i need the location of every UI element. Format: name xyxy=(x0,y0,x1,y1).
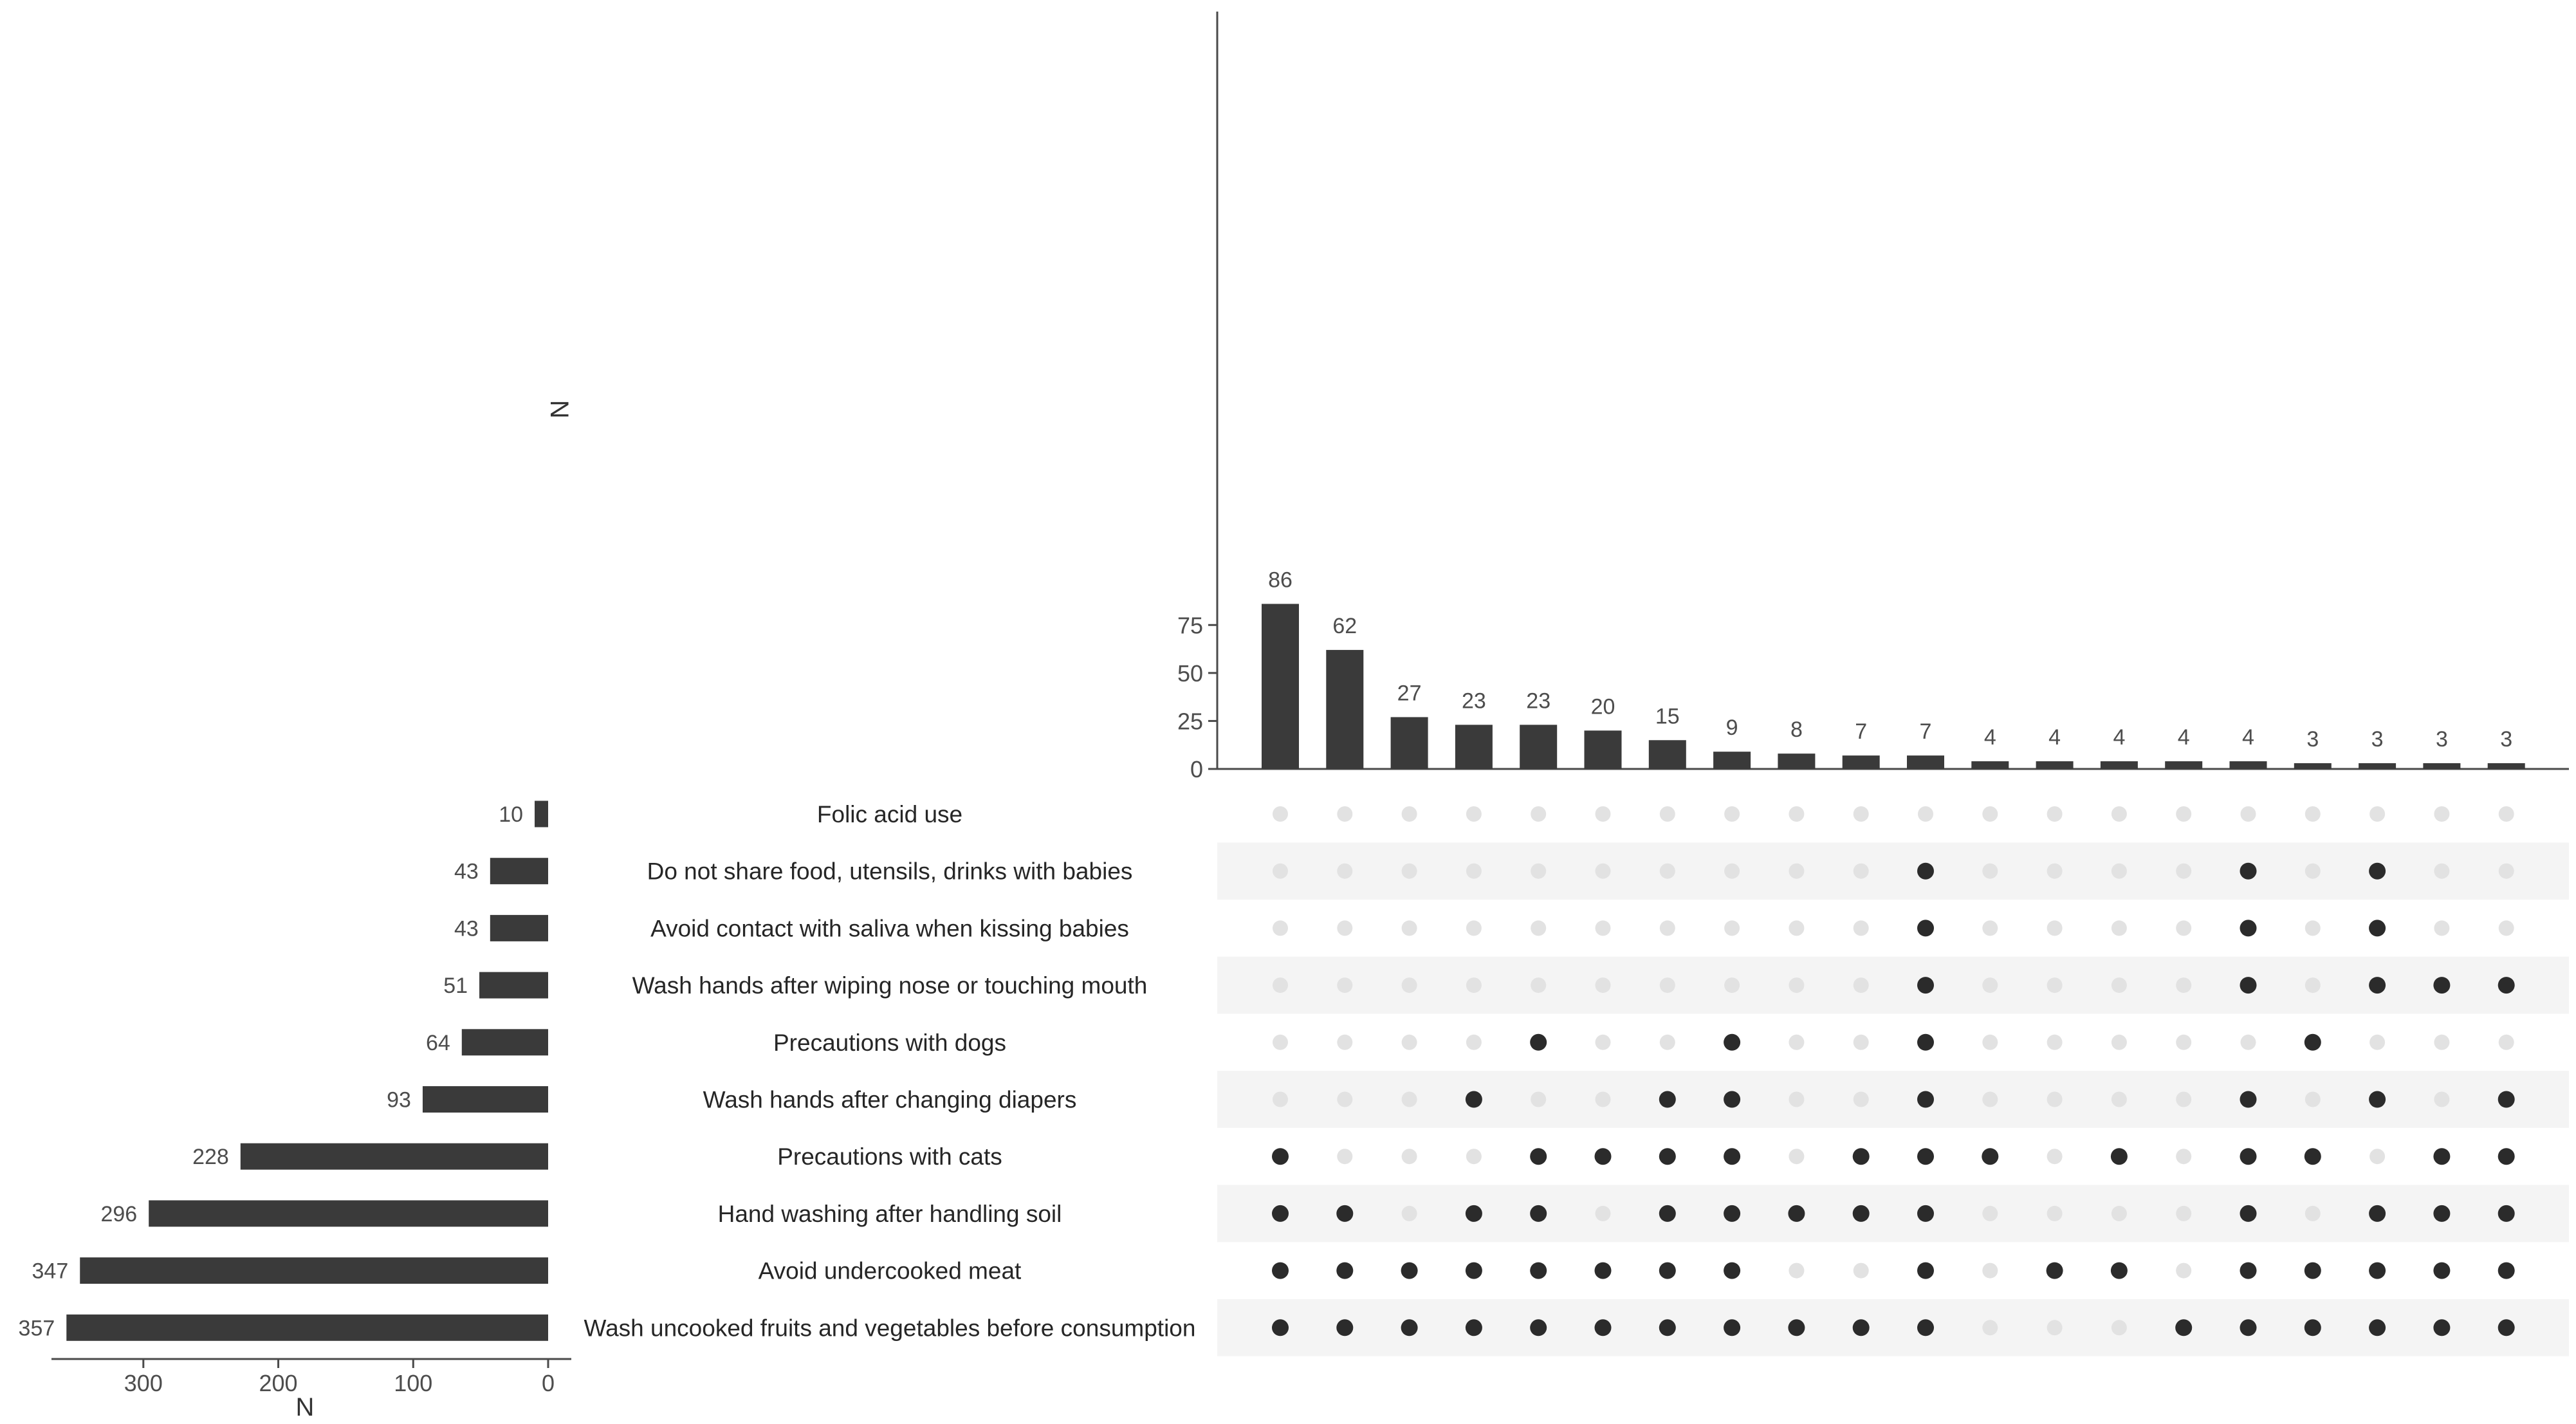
matrix-dot-inactive xyxy=(1273,1035,1288,1050)
set-name-label: Avoid undercooked meat xyxy=(758,1257,1022,1284)
matrix-dot-active xyxy=(1530,1319,1547,1336)
matrix-dot-active xyxy=(1272,1205,1289,1222)
intersection-y-tick-label: 0 xyxy=(1190,756,1203,782)
matrix-dot-inactive xyxy=(1918,806,1933,822)
matrix-dot-active xyxy=(1659,1148,1676,1165)
matrix-dot-inactive xyxy=(1596,920,1611,936)
matrix-dot-active xyxy=(2240,920,2257,936)
matrix-dot-inactive xyxy=(1402,1206,1417,1221)
matrix-dot-inactive xyxy=(1982,920,1998,936)
matrix-dot-inactive xyxy=(2047,864,2063,879)
matrix-dot-active xyxy=(2498,1319,2515,1336)
matrix-dot-inactive xyxy=(1273,1092,1288,1107)
matrix-dot-active xyxy=(1917,1034,1934,1051)
intersection-bar xyxy=(2165,761,2202,769)
set-size-x-tick-label: 0 xyxy=(541,1370,555,1396)
matrix-dot-inactive xyxy=(1789,1035,1804,1050)
intersection-bar xyxy=(1971,761,2009,769)
matrix-dot-active xyxy=(2240,1319,2257,1336)
matrix-dot-inactive xyxy=(1982,1035,1998,1050)
matrix-dot-inactive xyxy=(1273,977,1288,993)
intersection-bar-label: 23 xyxy=(1526,689,1551,714)
matrix-dot-active xyxy=(2369,1091,2386,1108)
set-size-bar xyxy=(149,1200,548,1226)
matrix-dot-active xyxy=(2498,1205,2515,1222)
intersection-bar-label: 3 xyxy=(2435,727,2448,752)
matrix-dot-active xyxy=(2369,977,2386,994)
matrix-dot-inactive xyxy=(1724,864,1740,879)
matrix-dot-inactive xyxy=(2434,1092,2449,1107)
matrix-dot-inactive xyxy=(1596,1035,1611,1050)
matrix-dot-active xyxy=(2498,1262,2515,1279)
matrix-dot-inactive xyxy=(2176,977,2191,993)
matrix-dot-active xyxy=(1724,1205,1740,1222)
matrix-dot-inactive xyxy=(1660,920,1675,936)
matrix-dot-active xyxy=(2240,1091,2257,1108)
matrix-dot-inactive xyxy=(1337,1149,1352,1164)
matrix-dot-inactive xyxy=(1660,864,1675,879)
matrix-dot-inactive xyxy=(2369,806,2385,822)
intersection-bar xyxy=(1649,740,1686,769)
matrix-dot-inactive xyxy=(2369,1149,2385,1164)
matrix-dot-active xyxy=(1853,1205,1870,1222)
matrix-dot-inactive xyxy=(1273,920,1288,936)
matrix-dot-inactive xyxy=(2111,977,2127,993)
intersection-bar xyxy=(1585,730,1622,769)
matrix-dot-active xyxy=(1917,977,1934,994)
set-size-bar xyxy=(490,915,548,941)
matrix-dot-inactive xyxy=(2499,806,2514,822)
matrix-dot-active xyxy=(1530,1148,1547,1165)
matrix-dot-inactive xyxy=(2176,1035,2191,1050)
matrix-dot-inactive xyxy=(2047,1035,2063,1050)
matrix-dot-inactive xyxy=(1596,1206,1611,1221)
matrix-dot-inactive xyxy=(1660,1035,1675,1050)
intersection-bar-label: 8 xyxy=(1790,717,1803,743)
matrix-dot-inactive xyxy=(1596,1092,1611,1107)
matrix-dot-active xyxy=(2498,977,2515,994)
matrix-dot-active xyxy=(1401,1262,1418,1279)
matrix-dot-inactive xyxy=(2176,806,2191,822)
matrix-dot-active xyxy=(2240,1205,2257,1222)
matrix-dot-active xyxy=(2305,1148,2321,1165)
matrix-dot-inactive xyxy=(2047,920,2063,936)
intersection-bar-label: 27 xyxy=(1397,681,1422,706)
matrix-dot-inactive xyxy=(1466,920,1482,936)
matrix-dot-active xyxy=(1466,1091,1482,1108)
matrix-dot-inactive xyxy=(1724,806,1740,822)
intersection-bar xyxy=(1843,755,1880,769)
set-size-bar-label: 228 xyxy=(192,1145,229,1170)
intersection-bar xyxy=(1326,650,1363,769)
intersection-bar-label: 86 xyxy=(1268,568,1293,593)
matrix-dot-inactive xyxy=(1596,806,1611,822)
matrix-dot-inactive xyxy=(1466,806,1482,822)
intersection-bar xyxy=(2230,761,2267,769)
matrix-dot-inactive xyxy=(1789,806,1804,822)
matrix-dot-inactive xyxy=(1402,864,1417,879)
matrix-dot-active xyxy=(2240,977,2257,994)
matrix-stripe xyxy=(1217,1071,2569,1128)
matrix-dot-inactive xyxy=(2111,1035,2127,1050)
intersection-bar-label: 3 xyxy=(2500,727,2513,752)
intersection-bar-label: 7 xyxy=(1855,719,1868,744)
matrix-dot-inactive xyxy=(1402,806,1417,822)
matrix-dot-inactive xyxy=(2499,1035,2514,1050)
set-size-bar-label: 296 xyxy=(100,1201,138,1226)
matrix-dot-inactive xyxy=(2305,806,2321,822)
matrix-dot-inactive xyxy=(1982,864,1998,879)
set-name-label: Do not share food, utensils, drinks with babies xyxy=(647,858,1133,885)
intersection-bar-label: 3 xyxy=(2371,727,2384,752)
set-size-bar xyxy=(423,1086,548,1113)
intersection-bar-label: 4 xyxy=(2048,725,2061,750)
matrix-dot-active xyxy=(1466,1319,1482,1336)
intersection-bar xyxy=(1778,754,1815,769)
set-size-x-tick-label: 200 xyxy=(259,1370,298,1396)
matrix-dot-active xyxy=(1336,1205,1353,1222)
matrix-dot-inactive xyxy=(1982,1206,1998,1221)
matrix-dot-inactive xyxy=(2305,977,2321,993)
matrix-dot-active xyxy=(1917,920,1934,936)
matrix-dot-inactive xyxy=(1854,1263,1869,1279)
matrix-stripe xyxy=(1217,1299,2569,1356)
matrix-dot-active xyxy=(2240,863,2257,880)
matrix-dot-inactive xyxy=(2111,1092,2127,1107)
matrix-dot-active xyxy=(2433,1148,2450,1165)
matrix-dot-active xyxy=(1724,1034,1740,1051)
set-size-x-tick-label: 300 xyxy=(124,1370,163,1396)
matrix-dot-active xyxy=(1336,1262,1353,1279)
matrix-dot-active xyxy=(1917,1319,1934,1336)
matrix-dot-active xyxy=(1724,1148,1740,1165)
matrix-dot-inactive xyxy=(2434,864,2449,879)
matrix-dot-inactive xyxy=(1337,977,1352,993)
matrix-dot-inactive xyxy=(1402,1149,1417,1164)
set-name-label: Hand washing after handling soil xyxy=(717,1200,1062,1227)
matrix-dot-inactive xyxy=(2047,1320,2063,1335)
intersection-bar xyxy=(1907,755,1944,769)
set-size-x-tick-label: 100 xyxy=(394,1370,433,1396)
matrix-dot-inactive xyxy=(1789,1092,1804,1107)
set-name-label: Avoid contact with saliva when kissing babies xyxy=(650,915,1129,942)
matrix-dot-inactive xyxy=(1402,1035,1417,1050)
matrix-dot-active xyxy=(1853,1319,1870,1336)
matrix-dot-active xyxy=(1788,1319,1805,1336)
matrix-dot-inactive xyxy=(2111,864,2127,879)
matrix-dot-active xyxy=(1788,1205,1805,1222)
intersection-y-tick-label: 75 xyxy=(1177,612,1203,639)
set-name-label: Wash uncooked fruits and vegetables before consumption xyxy=(584,1315,1196,1342)
matrix-dot-active xyxy=(2498,1148,2515,1165)
matrix-stripe xyxy=(1217,842,2569,900)
set-size-bar-label: 64 xyxy=(425,1030,450,1055)
intersection-y-tick-label: 50 xyxy=(1177,660,1203,687)
matrix-dot-inactive xyxy=(2047,1206,2063,1221)
intersection-bar xyxy=(1713,752,1751,769)
matrix-dot-inactive xyxy=(1660,977,1675,993)
set-size-bar xyxy=(490,858,548,884)
set-size-bar-label: 51 xyxy=(443,974,468,999)
matrix-dot-inactive xyxy=(1789,1263,1804,1279)
matrix-stripe xyxy=(1217,1185,2569,1243)
matrix-dot-inactive xyxy=(1724,977,1740,993)
matrix-dot-active xyxy=(1530,1262,1547,1279)
intersection-bar xyxy=(2359,763,2396,769)
matrix-dot-inactive xyxy=(1466,1035,1482,1050)
matrix-dot-inactive xyxy=(1982,977,1998,993)
set-size-bar xyxy=(479,972,548,999)
matrix-dot-active xyxy=(2369,1262,2386,1279)
matrix-dot-active xyxy=(2305,1262,2321,1279)
intersection-bar xyxy=(2294,763,2332,769)
matrix-dot-inactive xyxy=(1531,1092,1546,1107)
matrix-dot-inactive xyxy=(1789,1149,1804,1164)
matrix-dot-inactive xyxy=(2047,977,2063,993)
matrix-dot-active xyxy=(1917,1148,1934,1165)
matrix-dot-active xyxy=(1917,1091,1934,1108)
matrix-dot-inactive xyxy=(2305,864,2321,879)
matrix-dot-inactive xyxy=(2499,864,2514,879)
matrix-dot-inactive xyxy=(1337,920,1352,936)
matrix-dot-inactive xyxy=(1273,864,1288,879)
matrix-dot-active xyxy=(1659,1319,1676,1336)
intersection-bar-label: 62 xyxy=(1332,614,1357,639)
matrix-dot-active xyxy=(2240,1262,2257,1279)
matrix-dot-inactive xyxy=(2499,920,2514,936)
set-size-bar xyxy=(66,1315,548,1341)
matrix-dot-inactive xyxy=(2241,806,2256,822)
matrix-dot-inactive xyxy=(1982,806,1998,822)
intersection-bar-label: 15 xyxy=(1655,704,1680,729)
matrix-dot-active xyxy=(1530,1205,1547,1222)
intersection-bar-label: 7 xyxy=(1919,719,1932,744)
set-size-bar-label: 43 xyxy=(454,916,479,941)
intersection-bar-label: 4 xyxy=(1983,725,1996,750)
matrix-dot-active xyxy=(2369,863,2386,880)
matrix-dot-active xyxy=(2433,977,2450,994)
matrix-dot-inactive xyxy=(1854,806,1869,822)
matrix-dot-inactive xyxy=(1531,806,1546,822)
set-size-bar-label: 357 xyxy=(18,1316,55,1341)
matrix-dot-active xyxy=(1724,1091,1740,1108)
matrix-dot-active xyxy=(1917,1205,1934,1222)
matrix-dot-active xyxy=(1659,1262,1676,1279)
matrix-dot-inactive xyxy=(2047,1149,2063,1164)
matrix-dot-inactive xyxy=(2434,806,2449,822)
matrix-dot-active xyxy=(2111,1262,2128,1279)
set-size-bar-label: 347 xyxy=(32,1259,69,1284)
matrix-dot-active xyxy=(1917,863,1934,880)
intersection-bar-label: 4 xyxy=(2242,725,2254,750)
matrix-dot-active xyxy=(1272,1148,1289,1165)
set-size-bar xyxy=(241,1143,548,1170)
matrix-dot-active xyxy=(1530,1034,1547,1051)
matrix-dot-active xyxy=(1659,1091,1676,1108)
matrix-dot-inactive xyxy=(1982,1092,1998,1107)
set-name-label: Wash hands after changing diapers xyxy=(703,1086,1077,1113)
matrix-dot-inactive xyxy=(2369,1035,2385,1050)
matrix-dot-active xyxy=(1336,1319,1353,1336)
matrix-dot-inactive xyxy=(1337,1035,1352,1050)
matrix-dot-active xyxy=(1466,1205,1482,1222)
matrix-dot-active xyxy=(1595,1319,1612,1336)
matrix-dot-active xyxy=(1659,1205,1676,1222)
matrix-dot-inactive xyxy=(2176,1149,2191,1164)
intersection-bar xyxy=(2101,761,2138,769)
matrix-dot-inactive xyxy=(1789,864,1804,879)
set-name-label: Precautions with cats xyxy=(777,1143,1002,1170)
matrix-dot-inactive xyxy=(2047,1092,2063,1107)
matrix-dot-active xyxy=(2498,1091,2515,1108)
intersection-bar xyxy=(1262,604,1299,769)
matrix-dot-inactive xyxy=(1402,920,1417,936)
matrix-dot-inactive xyxy=(1596,864,1611,879)
set-name-label: Precautions with dogs xyxy=(773,1029,1006,1056)
matrix-dot-active xyxy=(2240,1148,2257,1165)
matrix-dot-inactive xyxy=(1273,806,1288,822)
intersection-bar xyxy=(1455,725,1493,769)
intersection-y-tick-label: 25 xyxy=(1177,708,1203,735)
matrix-dot-active xyxy=(1401,1319,1418,1336)
intersection-bar xyxy=(2488,763,2525,769)
matrix-dot-inactive xyxy=(1982,1263,1998,1279)
matrix-dot-inactive xyxy=(2111,920,2127,936)
matrix-dot-inactive xyxy=(1337,864,1352,879)
matrix-dot-inactive xyxy=(1531,864,1546,879)
matrix-dot-inactive xyxy=(1531,977,1546,993)
matrix-dot-inactive xyxy=(1660,806,1675,822)
matrix-dot-inactive xyxy=(1466,1149,1482,1164)
set-size-bar xyxy=(80,1257,548,1284)
matrix-dot-inactive xyxy=(1982,1320,1998,1335)
intersection-bar xyxy=(2423,763,2460,769)
matrix-dot-inactive xyxy=(1854,1092,1869,1107)
matrix-dot-inactive xyxy=(2434,1035,2449,1050)
matrix-dot-active xyxy=(1466,1262,1482,1279)
intersection-bar-label: 9 xyxy=(1725,716,1738,741)
matrix-stripe xyxy=(1217,957,2569,1014)
intersection-bar xyxy=(1520,725,1557,769)
matrix-dot-inactive xyxy=(1724,920,1740,936)
matrix-dot-inactive xyxy=(2241,1035,2256,1050)
set-size-bar-label: 10 xyxy=(499,802,524,827)
matrix-dot-inactive xyxy=(1596,977,1611,993)
set-name-label: Wash hands after wiping nose or touching mouth xyxy=(632,972,1148,999)
matrix-dot-active xyxy=(2111,1148,2128,1165)
matrix-dot-inactive xyxy=(1337,1092,1352,1107)
matrix-dot-active xyxy=(2369,1205,2386,1222)
matrix-dot-inactive xyxy=(2111,1206,2127,1221)
matrix-dot-active xyxy=(2433,1205,2450,1222)
set-size-bar xyxy=(462,1029,548,1055)
matrix-dot-inactive xyxy=(2305,1206,2321,1221)
set-size-x-axis-title: N xyxy=(295,1393,315,1421)
matrix-dot-active xyxy=(1272,1319,1289,1336)
matrix-dot-inactive xyxy=(2111,806,2127,822)
matrix-dot-inactive xyxy=(1789,977,1804,993)
matrix-dot-inactive xyxy=(1854,977,1869,993)
intersection-bar xyxy=(2036,761,2074,769)
matrix-dot-active xyxy=(1272,1262,1289,1279)
matrix-dot-inactive xyxy=(2047,806,2063,822)
matrix-dot-active xyxy=(2433,1319,2450,1336)
intersection-bar xyxy=(1391,717,1428,769)
intersection-y-axis-title: N xyxy=(545,400,573,419)
matrix-dot-inactive xyxy=(1466,977,1482,993)
matrix-dot-inactive xyxy=(2176,1206,2191,1221)
matrix-dot-active xyxy=(2175,1319,2192,1336)
matrix-dot-inactive xyxy=(1854,920,1869,936)
matrix-dot-inactive xyxy=(1337,806,1352,822)
set-name-label: Folic acid use xyxy=(816,801,963,828)
matrix-dot-active xyxy=(1595,1262,1612,1279)
matrix-dot-active xyxy=(1917,1262,1934,1279)
matrix-dot-inactive xyxy=(1402,977,1417,993)
matrix-dot-active xyxy=(1724,1262,1740,1279)
set-size-bar-label: 93 xyxy=(387,1087,411,1113)
matrix-dot-active xyxy=(2305,1034,2321,1051)
matrix-dot-inactive xyxy=(1466,864,1482,879)
matrix-dot-inactive xyxy=(2176,920,2191,936)
matrix-dot-active xyxy=(2369,1319,2386,1336)
matrix-dot-inactive xyxy=(2176,1263,2191,1279)
matrix-dot-active xyxy=(1724,1319,1740,1336)
matrix-dot-inactive xyxy=(2305,1092,2321,1107)
matrix-dot-inactive xyxy=(1531,920,1546,936)
matrix-dot-active xyxy=(1595,1148,1612,1165)
matrix-dot-active xyxy=(2305,1319,2321,1336)
matrix-dot-inactive xyxy=(1854,1035,1869,1050)
matrix-dot-active xyxy=(2369,920,2386,936)
intersection-bar-label: 3 xyxy=(2306,727,2319,752)
matrix-dot-inactive xyxy=(2176,864,2191,879)
matrix-dot-inactive xyxy=(1854,864,1869,879)
intersection-bar-label: 23 xyxy=(1461,689,1486,714)
matrix-dot-inactive xyxy=(2111,1320,2127,1335)
matrix-dot-active xyxy=(2047,1262,2063,1279)
set-size-bar xyxy=(535,801,548,828)
matrix-dot-inactive xyxy=(2305,920,2321,936)
intersection-bar-label: 20 xyxy=(1590,694,1615,719)
matrix-dot-active xyxy=(2433,1262,2450,1279)
set-size-bar-label: 43 xyxy=(454,859,479,884)
intersection-bar-label: 4 xyxy=(2113,725,2126,750)
matrix-dot-inactive xyxy=(1402,1092,1417,1107)
matrix-dot-inactive xyxy=(1789,920,1804,936)
matrix-dot-inactive xyxy=(2434,920,2449,936)
matrix-dot-active xyxy=(1853,1148,1870,1165)
matrix-dot-active xyxy=(1982,1148,1998,1165)
matrix-dot-inactive xyxy=(2176,1092,2191,1107)
intersection-bar-label: 4 xyxy=(2177,725,2190,750)
